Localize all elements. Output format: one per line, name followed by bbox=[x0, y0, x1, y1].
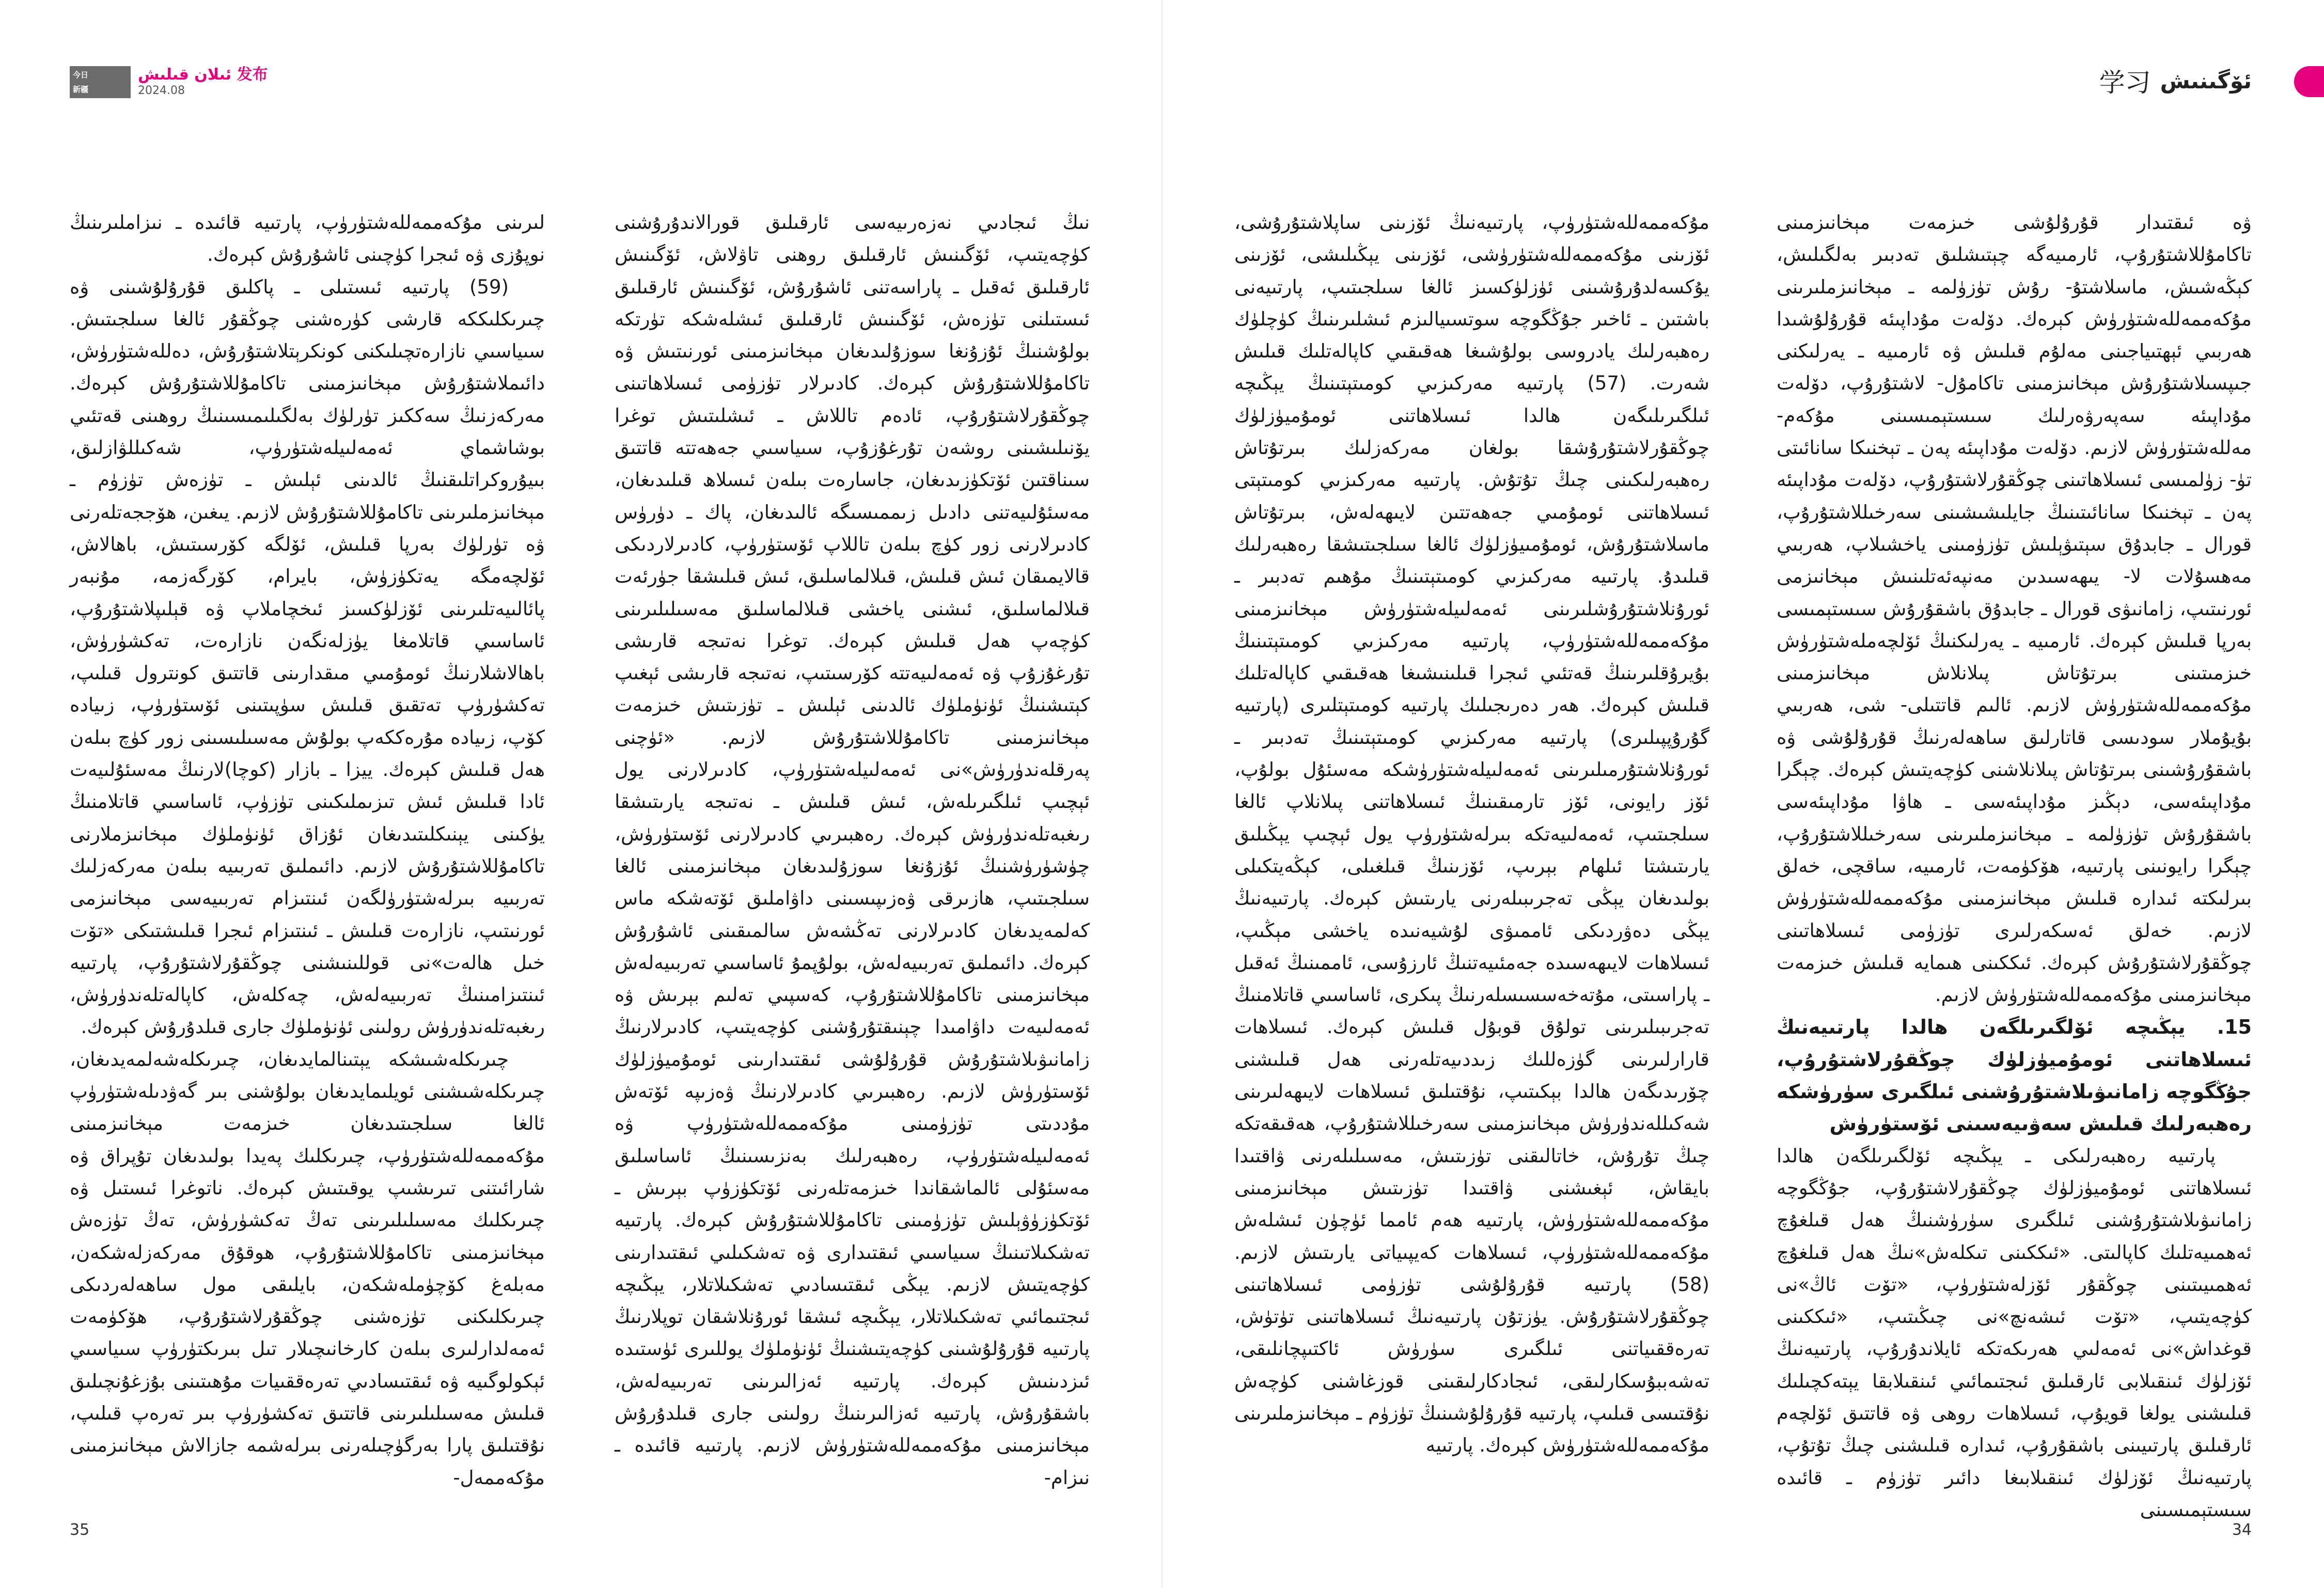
paragraph: ۋە ئىقتىدار قۇرۇلۇشى خىزمەت مېخانىزمىنى تاكامۇللاشتۇرۇپ، ئارمىيەگە چېتىشلىق تەدبىر بەلگىلىش، كېڭەشىش، ماسلاشتۇ- رۇش تۈزۈلمە ـ مېخانىزملىرىنى مۇكەممەللەشتۈرۈش كېرەك. دۆلەت مۇداپىئە قۇرۇلۇشىدا ھەربىي ئېھتىياجىنى مەلۇم قىلىش ۋە ئارمىيە ـ يەرلىكنى جىپسىلاشتۇرۇش مېخانىزمىنى تاكامۇل- لاشتۇرۇپ، دۆلەت مۇداپىئە سەپەرۋەرلىك سىستېمىسىنى مۇكەم- مەللەشتۈرۈش لازىم. دۆلەت مۇداپىئە پەن ـ تېخنىكا سانائىتى تۈ- زۈلمىسى ئىسلاھاتىنى چوڭقۇرلاشتۇرۇپ، دۆلەت مۇداپىئە پەن ـ تېخنىكا سانائىتىنىڭ جايلىشىشىنى سەرخىللاشتۇرۇپ، قورال ـ جابدۇق سېتىۋېلىش تۈزۈمىنى ياخشىلاپ، ھەربىي مەھسۇلات لا- يىھەسىدىن مەنپەئەتلىنىش مېخانىزمى ئورنىتىپ، زامانىۋى قورال ـ جابدۇق باشقۇرۇش سىستېمىسى بەرپا قىلىش كېرەك. ئارمىيە ـ يەرلىكنىڭ ئۆلچەملەشتۈرۈش خىزمىتىنى بىرتۇتاش پىلانلاش مېخانىزمىنى مۇكەممەللەشتۈرۈش لازىم. ئالىم قاتتىلى- شى، ھەربىي بۇيۇملار سودىسى قاتارلىق ساھەلەرنىڭ قۇرۇلۇشى ۋە باشقۇرۇشىنى بىرتۇتاش پىلانلاشنى كۈچەيتىش كېرەك. چېگرا مۇداپىئەسى، دېڭىز مۇداپىئەسى ـ ھاۋا مۇداپىئەسى باشقۇرۇش تۈزۈلمە ـ مېخانىزملىرىنى سەرخىللاشتۇرۇپ، چېگرا رايونىنى پارتىيە، ھۆكۈمەت، ئارمىيە، ساقچى، خەلق بىرلىكتە ئىدارە قىلىش مېخانىزمىنى مۇكەممەللەشتۈرۈش لازىم. خەلق ئەسكەرلىرى تۈزۈمى ئىسلاھاتىنى چوڭقۇرلاشتۇرۇش كېرەك. ئىككىنى ھىمايە قىلىش خىزمەت مېخانىزمىنى مۇكەممەللەشتۈرۈش لازىم. bbox=[1777, 211, 2252, 1006]
paragraph: لىرىنى مۇكەممەللەشتۈرۈپ، پارتىيە قائىدە ـ نىزاملىرىنىڭ نوپۇزى ۋە ئىجرا كۈچىنى ئاشۇرۇش كېرەك. bbox=[70, 211, 545, 266]
right-page bbox=[1162, 0, 2324, 1588]
magazine-logo bbox=[70, 66, 131, 98]
paragraph: پارتىيە رەھبەرلىكى ـ يېڭىچە ئۆلگىرىلگەن ھالدا ئىسلاھاتنى ئومۇميۈزلۈك چوڭقۇرلاشتۇرۇپ، جۇڭگوچە زامانىۋىلاشتۇرۇشنى ئىلگىرى سۈرۈشنىڭ ھەل قىلغۇچ ئەھمىيەتلىك كاپالىتى. «ئىككىنى تىكلەش»نىڭ ھەل قىلغۇچ ئەھمىيىتىنى چوڭقۇر ئۆزلەشتۈرۈپ، «تۆت ئاڭ»نى كۈچەيتىپ، «تۆت ئىشەنچ»نى چىڭىتىپ، «ئىككىنى قوغداش»نى ئەمەلىي ھەرىكەتكە ئايلاندۇرۇپ، پارتىيەنىڭ ئۆزلۈك ئىنقىلابى ئارقىلىق ئىجتىمائىي ئىنقىلابقا يېتەكچىلىك قىلىشنى يولغا قويۇپ، ئىسلاھات روھى ۋە قاتتىق ئۆلچەم ئارقىلىق پارتىيىنى باشقۇرۇپ، ئىدارە قىلىشنى چىڭ تۇتۇپ، پارتىيەنىڭ ئۆزلۈك ئىنقىلابىغا دائىر تۈزۈم ـ قائىدە سىستېمىسىنى bbox=[1777, 1144, 2252, 1521]
section-header bbox=[2099, 62, 2252, 99]
section-heading: 15. يېڭىچە ئۆلگىرىلگەن ھالدا پارتىيەنىڭ ئىسلاھاتنى ئومۇميۈزلۈك چوڭقۇرلاشتۇرۇپ، جۇڭگوچە زامانىۋىلاشتۇرۇشنى ئىلگىرى سۈرۈشكە رەھبەرلىك قىلىش سەۋىيەسىنى ئۆستۈرۈش bbox=[1777, 1016, 2252, 1135]
section-tab-marker bbox=[2294, 66, 2324, 97]
paragraph: (59) پارتىيە ئىستىلى ـ پاكلىق قۇرۇلۇشىنى ۋە چىرىكلىككە قارشى كۈرەشنى چوڭقۇر ئالغا سىلجىتىش. سىياسىي نازارەتچىلىكنى كونكرېتلاشتۇرۇش، دەللەشتۈرۈش، دائىملاشتۇرۇش مېخانىزمىنى تاكامۇللاشتۇرۇش كېرەك. مەركەزنىڭ سەككىز تۈرلۈك بەلگىلىمىسىنىڭ روھىنى قەتئىي بوشاشماي ئەمەلىيلەشتۈرۈپ، شەكىللۋازلىق، بىيۇروكراتلىقنىڭ ئالدىنى ئېلىش ـ تۈزەش تۈزۈم ـ مېخانىزملىرىنى تاكامۇللاشتۇرۇش لازىم. يىغىن، ھۆججەتلەرنى ۋە تۈرلۈك بەرپا قىلىش، ئۆلگە كۆرسىتىش، باھالاش، ئۆلچەمگە يەتكۈزۈش، بايرام، كۆرگەزمە، مۇنبەر پائالىيەتلىرىنى ئۆزلۈكسىز ئىخچاملاپ ۋە قېلىپلاشتۇرۇپ، ئاساسىي قاتلامغا يۈزلەنگەن نازارەت، تەكشۈرۈش، باھالاشلارنىڭ ئومۇمىي مىقدارىنى قاتتىق كونترول قىلىپ، تەكشۈرۈپ تەتقىق قىلىش سۈپىتىنى ئۆستۈرۈپ، زىيادە كۆپ، زىيادە مۇرەككەپ بولۇش مەسىلىسىنى زور كۈچ بىلەن ھەل قىلىش كېرەك. ييزا ـ بازار (كوچا)لارنىڭ مەسئۇلىيەت ئادا قىلىش ئىش تىزىملىكىنى تۈزۈپ، ئاساسىي قاتلامنىڭ يۈكىنى يېنىكلىتىدىغان ئۇزاق ئۈنۈملۈك مېخانىزملارنى تاكامۇللاشتۇرۇش لازىم. دائىملىق تەربىيە بىلەن مەركەزلىك تەربىيە بىرلەشتۈرۈلگەن ئىنتىزام تەربىيەسى مېخانىزمى ئورنىتىپ، نازارەت قىلىش ـ ئىنتىزام ئىجرا قىلىشتىكى «تۆت خىل ھالەت»نى قوللىنىشنى چوڭقۇرلاشتۇرۇپ، پارتىيە ئىنتىزامىنىڭ تەربىيەلەش، چەكلەش، كاپالەتلەندۈرۈش، رىغبەتلەندۈرۈش رولىنى ئۈنۈملۈك جارى قىلدۇرۇش كېرەك. bbox=[70, 275, 545, 1038]
paragraph: مۇكەممەللەشتۈرۈپ، پارتىيەنىڭ ئۆزىنى ساپلاشتۇرۇشى، ئۆزىنى مۇكەممەللەشتۈرۈشى، ئۆزىنى يېڭىلىشى، ئۆزىنى يۇكسەلدۇرۇشىنى ئۈزلۈكسىز ئالغا سىلجىتىپ، پارتىيەنى باشتىن ـ ئاخىر جۇڭگوچە سوتسىيالىزم ئىشلىرىنىڭ كۈچلۈك رەھبەرلىك يادروسى بولۇشىغا ھەقىقىي كاپالەتلىك قىلىش شەرت. (57) پارتىيە مەركىزىي كومىتېتىنىڭ يېڭىچە ئىلگىرىلىگەن ھالدا ئىسلاھاتنى ئومۇميۈزلۈك چوڭقۇرلاشتۇرۇشقا بولغان مەركەزلىك بىرتۇتاش رەھبەرلىكىنى چىڭ تۇتۇش. پارتىيە مەركىزىي كومىتېتى ئىسلاھاتنى ئومۇمىي جەھەتتىن لايىھەلەش، بىرتۇتاش ماسلاشتۇرۇش، ئومۇمىيۈزلۈك ئالغا سىلجىتىشقا رەھبەرلىك قىلىدۇ. پارتىيە مەركىزىي كومىتېتىنىڭ مۇھىم تەدبىر ـ ئورۇنلاشتۇرۇشلىرىنى ئەمەلىيلەشتۈرۈش مېخانىزمىنى مۇكەممەللەشتۈرۈپ، پارتىيە مەركىزىي كومىتېتىنىڭ بۇيرۇقلىرىنىڭ قەتئىي ئىجرا قىلىنىشىغا ھەقىقىي كاپالەتلىك قىلىش كېرەك. ھەر دەرىجىلىك پارتىيە كومىتېتلىرى (پارتىيە گۇرۇپپىلىرى) پارتىيە مەركىزىي كومىتېتىنىڭ تەدبىر ـ ئورۇنلاشتۇرمىلىرىنى ئەمەلىيلەشتۈرۈشكە مەسئۇل بولۇپ، ئۆز رايونى، ئۆز تارمىقىنىڭ ئىسلاھاتنى پىلانلاپ ئالغا سىلجىتىپ، ئەمەلىيەتكە بىرلەشتۈرۈپ يول ئېچىپ يېڭىلىق يارىتىشتا ئىلھام بېرىپ، ئۆزىنىڭ قىلغىلى، كېڭەيتكىلى بولىدىغان يېڭى تەجرىبىلەرنى يارىتىش كېرەك. پارتىيەنىڭ يېڭى دەۋردىكى ئاممىۋى لۇشيەنىدە ياخشى مېڭىپ، ئىسلاھات لايىھەسىدە جەمئىيەتنىڭ ئارزۇسى، ئاممىنىڭ ئەقىل ـ پاراسىتى، مۇتەخەسسىسلەرنىڭ پىكرى، ئاساسىي قاتلامنىڭ تەجرىبىلىرىنى تولۇق قوبۇل قىلىش كېرەك. ئىسلاھات قارارلىرىنى گۈزەللىك زىددىيەتلەرنى ھەل قىلىشنى چۆرىدىگەن ھالدا بېكىتىپ، نۇقتىلىق ئىسلاھات لايىھەلىرىنى شەكىللەندۈرۈش مېخانىزمىنى سەرخىللاشتۇرۇپ، ھەقىقەتكە چىڭ تۇرۇش، خاتالىقنى تۈزىتىش، مەسىلىلەرنى ۋاقتىدا بايقاش، ئېغىشنى ۋاقتىدا تۈزىتىش مېخانىزمىنى مۇكەممەللەشتۈرۈش، پارتىيە ھەم ئامما ئۈچۈن ئىشلەش مۇكەممەللەشتۈرۈپ، ئىسلاھات كەيپىياتى يارىتىش لازىم. (58) پارتىيە قۇرۇلۇشى تۈزۈمى ئىسلاھاتىنى چوڭقۇرلاشتۇرۇش. يۈزتۇن پارتىيەنىڭ ئىسلاھاتىنى تۈتۈش، تەرەققىياتنى ئىلگىرى سۈرۈش ئاكتىپچانلىقى، تەشەببۇسكارلىقى، ئىجادكارلىقىنى قوزغاشنى كۈچەش نۇقتىسى قىلىپ، پارتىيە قۇرۇلۇشىنىڭ تۈزۈم ـ مېخانىزملىرىنى مۇكەممەللەشتۈرۈش كېرەك. پارتىيە bbox=[1234, 211, 1709, 1457]
magazine-header-left bbox=[70, 66, 268, 102]
right-page-column-left bbox=[1234, 207, 1709, 1508]
left-page-column-left bbox=[70, 207, 545, 1508]
section-title: ئۆگىنىش bbox=[2160, 68, 2252, 94]
paragraph: نىڭ ئىجادىي نەزەرىيەسى ئارقىلىق قورالاندۇرۇشنى كۈچەيتىپ، ئۆگىنىش ئارقىلىق روھنى تاۋلاش، ئۆگىنىش ئارقىلىق ئەقىل ـ پاراسەتنى ئاشۇرۇش، ئۆگىنىش ئارقىلىق ئىستىلنى تۈزەش، ئۆگىنىش ئارقىلىق ئىشلەشكە تۈرتكە بولۇشنىڭ ئۇزۇنغا سوزۇلىدىغان مېخانىزمىنى ئورنىتىش ۋە تاكامۇللاشتۇرۇش كېرەك. كادىرلار تۈزۈمى ئىسلاھاتىنى چوڭقۇرلاشتۇرۇپ، ئادەم تاللاش ـ ئىشلىتىش توغرا يۆنىلىشىنى روشەن تۇرغۇزۇپ، سىياسىي جەھەتتە قاتتىق سىناقتىن ئۆتكۈزىدىغان، جاسارەت بىلەن ئىسلاھ قىلىدىغان، مەسئۇلىيەتنى دادىل زىممىسىگە ئالىدىغان، پاك ـ دۈرۈس كادىرلارنى زور كۈچ بىلەن تاللاپ ئۆستۈرۈپ، كادىرلاردىكى قالايمىقان ئىش قىلىش، قىلالماسلىق، ئىش قىلىشقا جۈرئەت قىلالماسلىق، ئىشنى ياخشى قىلالماسلىق مەسىلىلىرىنى كۈچەپ ھەل قىلىش كېرەك. توغرا نەتىجە قارىشى تۇرغۇزۇپ ۋە ئەمەلىيەتتە كۆرسىتىپ، نەتىجە قارىشى ئېغىپ كېتىشنىڭ ئۈنۈملۈك ئالدىنى ئېلىش ـ تۈزىتىش خىزمەت مېخانىزمىنى تاكامۇللاشتۇرۇش لازىم. «ئۈچنى پەرقلەندۈرۈش»نى ئەمەلىيلەشتۈرۈپ، كادىرلارنى يول ئېچىپ ئىلگىرىلەش، ئىش قىلىش ـ نەتىجە يارىتىشقا رىغبەتلەندۈرۈش كېرەك. رەھبىرىي كادىرلارنى ئۆستۈرۈش، چۈشۈرۈشنىڭ ئۇزۇنغا سوزۇلىدىغان مېخانىزمىنى ئالغا سىلجىتىپ، ھازىرقى ۋەزىپىسىنى داۋاملىق ئۆتەشكە ماس كەلمەيدىغان كادىرلارنى تەڭشەش سالمىقىنى ئاشۇرۇش كېرەك. دائىملىق تەربىيەلەش، بولۇپمۇ ئاساسىي تەربىيەلەش مېخانىزمىنى تاكامۇللاشتۇرۇپ، كەسپىي تەلىم بېرىش ۋە ئەمەلىيەت داۋامىدا چېنىقتۇرۇشنى كۈچەيتىپ، كادىرلارنىڭ زامانىۋىلاشتۇرۇش قۇرۇلۇشى ئىقتىدارىنى ئومۇميۈزلۈك ئۆستۈرۈش لازىم. رەھبىرىي كادىرلارنىڭ ۋەزىپە ئۆتەش مۇددىتى تۈزۈمىنى مۇكەممەللەشتۈرۈپ ۋە ئەمەلىيلەشتۈرۈپ، رەھبەرلىك بەنزىسىنىڭ ئاساسلىق مەسئۇلى ئالماشقاندا خىزمەتلەرنى ئۆتكۈزۈپ بېرىش ـ ئۆتكۈزۈۋېلىش تۈزۈمىنى تاكامۇللاشتۇرۇش كېرەك. پارتىيە تەشكىلاتىنىڭ سىياسىي ئىقتىدارى ۋە تەشكىلىي ئىقتىدارىنى كۈچەيتىش لازىم. يېڭى ئىقتىسادىي تەشكىلاتلار، يېڭىچە ئىجتىمائىي تەشكىلاتلار، يېڭىچە ئىشقا ئورۇنلاشقان توپلارنىڭ پارتىيە قۇرۇلۇشىنى كۈچەيتىشنىڭ ئۈنۈملۈك يوللىرى ئۈستىدە ئىزدىنىش كېرەك. پارتىيە ئەزالىرىنى تەربىيەلەش، باشقۇرۇش، پارتىيە ئەزالىرىنىڭ رولىنى جارى قىلدۇرۇش مېخانىزمىنى مۇكەممەللەشتۈرۈش لازىم. پارتىيە قائىدە ـ نىزام- bbox=[615, 211, 1090, 1489]
section-title-cn: 学习 bbox=[2099, 68, 2151, 98]
page-number-left: 35 bbox=[70, 1521, 90, 1539]
page-number-right: 34 bbox=[2232, 1521, 2252, 1539]
publication-info bbox=[138, 66, 268, 98]
publication-label: ئىلان قىلىش 发布 bbox=[138, 66, 268, 84]
paragraph: چىرىكلەشىشكە يېتىنالمايدىغان، چىرىكلەشەلمەيدىغان، چىرىكلەشىشنى ئويلىمايدىغان بولۇشنى بىر گەۋدىلەشتۈرۈپ ئالغا سىلجىتىدىغان خىزمەت مېخانىزمىنى مۇكەممەللەشتۈرۈپ، چىرىكلىك پەيدا بولىدىغان تۇپراق ۋە شارائىتنى تىرىشىپ يوقىتىش كېرەك. ناتوغرا ئىستىل ۋە چىرىكلىك مەسىلىلىرىنى تەڭ تەكشۈرۈش، تەڭ تۈزەش مېخانىزمىنى تاكامۇللاشتۇرۇپ، ھوقۇق مەركەزلەشكەن، مەبلەغ كۆچۈملەشكەن، بايلىقى مول ساھەلەردىكى چىرىكلىكنى تۈزەشنى چوڭقۇرلاشتۇرۇپ، ھۆكۈمەت ئەمەلدارلىرى بىلەن كارخانىچىلار تىل بىرىكتۈرۈپ سىياسىي ئېكولوگىيە ۋە ئىقتىسادىي تەرەققىيات مۇھىتىنى بۇزغۇنچىلىق قىلىش مەسىلىلىرىنى قاتتىق تەكشۈرۈپ بىر تەرەپ قىلىپ، نۇقتىلىق پارا بەرگۈچىلەرنى بىرلەشمە جازالاش مېخانىزمىنى مۇكەممەل- bbox=[70, 1048, 545, 1489]
logo-line-1: 今日 bbox=[73, 70, 89, 80]
left-page-column-right bbox=[615, 207, 1090, 1508]
issue-date: 2024.08 bbox=[138, 84, 185, 97]
right-page-column-right bbox=[1777, 207, 2252, 1521]
logo-line-2: 新疆 bbox=[73, 85, 89, 94]
